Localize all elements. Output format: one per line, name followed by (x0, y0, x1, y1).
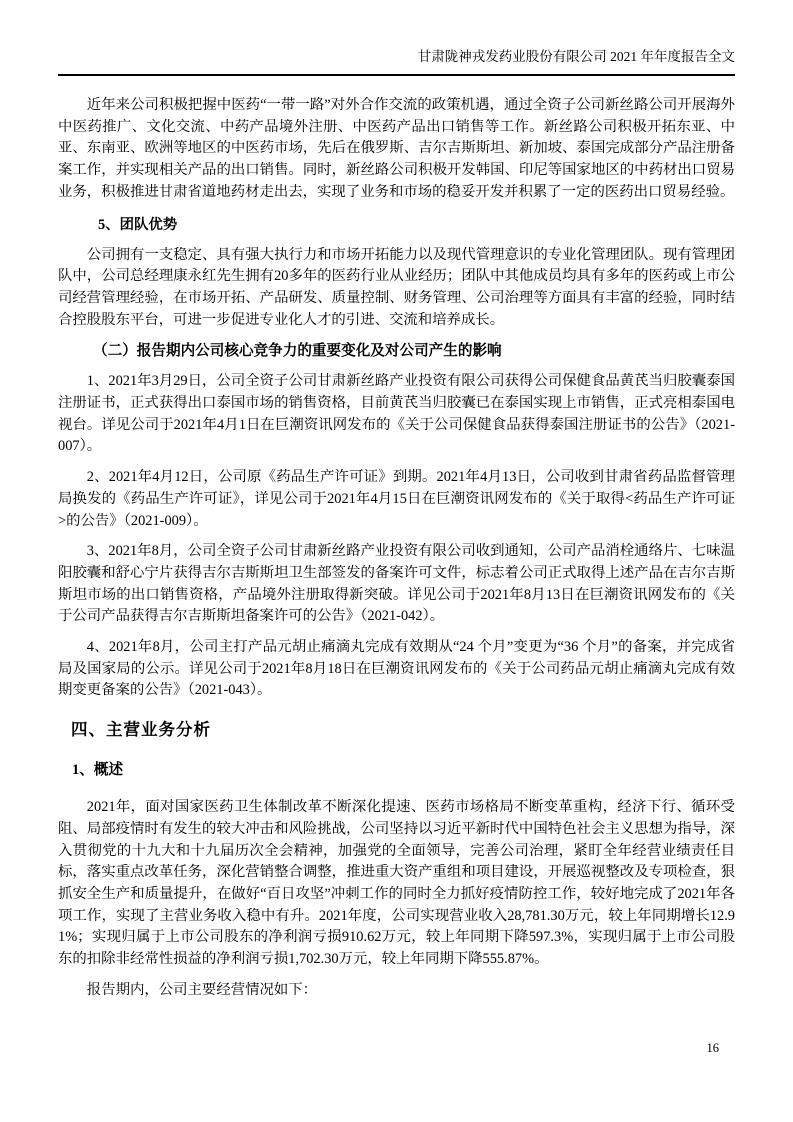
document-body (58, 95, 735, 1002)
paragraph-item-2-production-license: 2、2021年4月12日，公司原《药品生产许可证》到期。2021年4月13日，公司收到甘肃省药品监督管理局换发的《药品生产许可证》，详见公司于2021年4月15日在巨潮资讯网发布的《关于取得<药品生产许可证>的公告》（2021-009）。 (58, 469, 735, 529)
paragraph-silk-road-overseas: 近年来公司积极把握中医药“一带一路”对外合作交流的政策机遇，通过全资子公司新丝路公司开展海外中医药推广、文化交流、中药产品境外注册、中医药产品出口销售等工作。新丝路公司积极开拓东亚、中亚、东南亚、欧洲等地区的中医药市场，先后在俄罗斯、吉尔吉斯斯坦、新加坡、泰国完成部分产品注册备案工作，并实现相关产品的出口销售。同时，新丝路公司积极开发韩国、印尼等国家地区的中药材出口贸易业务，积极推进甘肃省道地药材走出去，实现了业务和市场的稳妥开发并积累了一定的医药出口贸易经验。 (58, 97, 735, 200)
paragraph-item-3-kyrgyzstan-filing: 3、2021年8月，公司全资子公司甘肃新丝路产业投资有限公司收到通知，公司产品消栓通络片、七味温阳胶囊和舒心宁片获得吉尔吉斯斯坦卫生部签发的备案许可文件，标志着公司正式取得上述产品在吉尔吉斯斯坦市场的出口销售资格，产品境外注册取得新突破。详见公司于2021年8月13日在巨潮资讯网发布的《关于公司产品获得吉尔吉斯斯坦备案许可的公告》（2021-042）。 (58, 543, 735, 625)
heading-main-business-analysis: 四、主营业务分析 (71, 720, 211, 740)
document-header-title: 甘肃陇神戎发药业股份有限公司 2021 年年度报告全文 (58, 48, 735, 76)
page-number: 16 (706, 1041, 719, 1055)
heading-overview: 1、概述 (72, 762, 124, 779)
paragraph-item-4-validity-change: 4、2021年8月，公司主打产品元胡止痛滴丸完成有效期从“24 个月”变更为“36 个月”的备案，并完成省局及国家局的公示。详见公司于2021年8月18日在巨潮资讯网发布的《关于公司药品元胡止痛滴丸完成有效期变更备案的公告》（2021-043）。 (58, 639, 735, 699)
paragraph-report-period-intro: 报告期内，公司主要经营情况如下： (86, 981, 318, 998)
heading-core-competitiveness-changes: （二）报告期内公司核心竞争力的重要变化及对公司产生的影响 (93, 343, 502, 360)
paragraph-management-team: 公司拥有一支稳定、具有强大执行力和市场开拓能力以及现代管理意识的专业化管理团队。现有管理团队中，公司总经理康永红先生拥有20多年的医药行业从业经历；团队中其他成员均具有多年的医药或上市公司经营管理经验，在市场开拓、产品研发、质量控制、财务管理、公司治理等方面具有丰富的经验，同时结合控股股东平台，可进一步促进专业化人才的引进、交流和培养成长。 (58, 246, 735, 328)
paragraph-2021-operations-summary: 2021年，面对国家医药卫生体制改革不断深化提速、医药市场格局不断变革重构，经济下行、循环受阻、局部疫情时有发生的较大冲击和风险挑战，公司坚持以习近平新时代中国特色社会主义思想为指导，深入贯彻党的十九大和十九届历次全会精神，加强党的全面领导，完善公司治理，紧盯全年经营业绩责任目标，落实重点改革任务，深化营销整合调整，推进重大资产重组和项目建设，开展巡视整改及专项检查，狠抓安全生产和质量提升，在做好“百日攻坚”冲刺工作的同时全力抓好疫情防控工作，较好地完成了2021年各项工作，实现了主营业务收入稳中有升。2021年度，公司实现营业收入28,781.30万元，较上年同期增长12.91%；实现归属于上市公司股东的净利润亏损910.62万元，较上年同期下降597.3%，实现归属于上市公司股东的扣除非经常性损益的净利润亏损1,702.30万元，较上年同期下降555.87%。 (58, 799, 735, 968)
paragraph-item-1-thailand-registration: 1、2021年3月29日，公司全资子公司甘肃新丝路产业投资有限公司获得公司保健食品黄芪当归胶囊泰国注册证书，正式获得出口泰国市场的销售资格，目前黄芪当归胶囊已在泰国实现上市销售，正式亮相泰国电视台。详见公司于2021年4月1日在巨潮资讯网发布的《关于公司保健食品获得泰国注册证书的公告》（2021-007）。 (58, 373, 735, 455)
heading-team-advantage: 5、团队优势 (98, 216, 178, 233)
